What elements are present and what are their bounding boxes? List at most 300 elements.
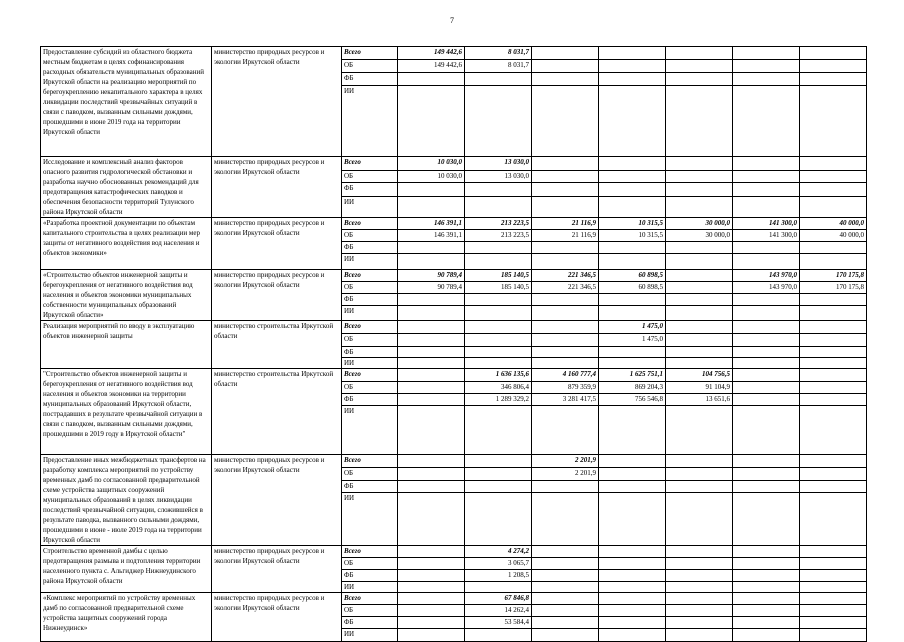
amount-cell: 10 030,0 [398, 170, 465, 183]
amount-cell [666, 358, 733, 369]
amount-cell [800, 306, 867, 321]
amount-cell: 170 175,8 [800, 282, 867, 294]
amount-cell [599, 196, 666, 217]
amount-cell [599, 570, 666, 582]
table-row [41, 47, 867, 60]
amount-cell [733, 558, 800, 570]
amount-cell [800, 570, 867, 582]
amount-cell [532, 546, 599, 558]
amount-cell [666, 406, 733, 455]
amount-cell [800, 47, 867, 60]
amount-cell [666, 157, 733, 171]
amount-cell [800, 242, 867, 254]
amount-cell [733, 394, 800, 406]
amount-cell [599, 347, 666, 358]
amount-cell: 90 789,4 [398, 282, 465, 294]
amount-cell [398, 455, 465, 468]
amount-cell: 346 806,4 [465, 382, 532, 394]
amount-cell [666, 60, 733, 73]
amount-cell [465, 493, 532, 546]
amount-cell: 10 315,5 [599, 218, 666, 230]
amount-cell: 4 274,2 [465, 546, 532, 558]
amount-cell [733, 382, 800, 394]
amount-cell [532, 493, 599, 546]
amount-cell [532, 558, 599, 570]
amount-cell [532, 406, 599, 455]
amount-cell [465, 196, 532, 217]
amount-cell: 104 756,5 [666, 369, 733, 382]
amount-cell [599, 455, 666, 468]
funding-source: ОБ [342, 558, 398, 570]
amount-cell: 90 789,4 [398, 270, 465, 282]
amount-cell [666, 605, 733, 617]
amount-cell [666, 86, 733, 157]
amount-cell [666, 321, 733, 334]
amount-cell [532, 294, 599, 306]
amount-cell [599, 254, 666, 270]
funding-source: ИИ [342, 629, 398, 642]
amount-cell [666, 183, 733, 197]
funding-source: ИИ [342, 358, 398, 369]
amount-cell: 143 970,0 [733, 282, 800, 294]
amount-cell [465, 406, 532, 455]
funding-source: Всего [342, 546, 398, 558]
amount-cell: 14 262,4 [465, 605, 532, 617]
amount-cell: 213 223,5 [465, 218, 532, 230]
measure-description: Исследование и комплексный анализ факторов опасного развития гидрологической обстановки и разработка научно обоснованных рекомендаций для предотвращения катастрофических паводков и обеспечения безопасности территорий Тулунского района Иркутской области [41, 157, 212, 218]
funding-source: Всего [342, 455, 398, 468]
amount-cell [465, 183, 532, 197]
amount-cell [532, 321, 599, 334]
amount-cell [599, 47, 666, 60]
amount-cell [599, 546, 666, 558]
amount-cell: 3 065,7 [465, 558, 532, 570]
amount-cell [398, 183, 465, 197]
amount-cell: 21 116,9 [532, 230, 599, 242]
amount-cell: 30 000,0 [666, 218, 733, 230]
amount-cell [398, 382, 465, 394]
amount-cell [666, 242, 733, 254]
amount-cell: 143 970,0 [733, 270, 800, 282]
amount-cell [666, 270, 733, 282]
funding-source: ФБ [342, 347, 398, 358]
amount-cell [733, 334, 800, 347]
measure-description: Строительство временной дамбы с целью предотвращения размыва и подтопления территории населенного пункта с. Альгиджер Нижнеудинского района Иркутской области [41, 546, 212, 593]
amount-cell [465, 294, 532, 306]
funding-source: ИИ [342, 196, 398, 217]
measure-description: Предоставление иных межбюджетных трансфертов на разработку комплекса мероприятий по устройству временных дамб по согласованной предварительной схеме устройства защитных сооружений муниципальных образований в целях ликвидации последствий чрезвычайной ситуации, сложившейся в результате паводка, вызванного сильными дождями, прошедшими в июне - июле 2019 года на территории Иркутской области [41, 455, 212, 546]
amount-cell [532, 334, 599, 347]
measure-description: «Строительство объектов инженерной защиты и берегоукрепления от негативного воздействия вод населения и объектов экономики муниципальных собственности муниципальных образований Иркутской области» [41, 270, 212, 321]
amount-cell [398, 306, 465, 321]
amount-cell [800, 406, 867, 455]
amount-cell [532, 242, 599, 254]
amount-cell [465, 306, 532, 321]
amount-cell [599, 493, 666, 546]
amount-cell [532, 306, 599, 321]
amount-cell [465, 480, 532, 492]
amount-cell [733, 321, 800, 334]
amount-cell: 4 160 777,4 [532, 369, 599, 382]
amount-cell: 53 584,4 [465, 617, 532, 629]
amount-cell: 30 000,0 [666, 230, 733, 242]
amount-cell [800, 321, 867, 334]
amount-cell [599, 306, 666, 321]
budget-table [40, 46, 867, 642]
amount-cell [465, 358, 532, 369]
responsible-organization: министерство строительства Иркутской области [212, 369, 342, 455]
amount-cell: 2 201,9 [532, 468, 599, 480]
amount-cell [800, 493, 867, 546]
amount-cell: 149 442,6 [398, 47, 465, 60]
table-row [41, 593, 867, 605]
amount-cell [398, 86, 465, 157]
funding-source: Всего [342, 593, 398, 605]
amount-cell [465, 334, 532, 347]
amount-cell [666, 170, 733, 183]
amount-cell [800, 468, 867, 480]
funding-source: ФБ [342, 73, 398, 86]
amount-cell [666, 570, 733, 582]
amount-cell [599, 558, 666, 570]
amount-cell [733, 196, 800, 217]
amount-cell [599, 468, 666, 480]
amount-cell [733, 86, 800, 157]
amount-cell [733, 570, 800, 582]
amount-cell: 40 000,0 [800, 218, 867, 230]
funding-source: ОБ [342, 282, 398, 294]
amount-cell: 185 140,5 [465, 270, 532, 282]
amount-cell [800, 480, 867, 492]
amount-cell [800, 582, 867, 593]
responsible-organization: министерство природных ресурсов и экологии Иркутской области [212, 218, 342, 270]
amount-cell [733, 493, 800, 546]
amount-cell [532, 605, 599, 617]
amount-cell: 1 475,0 [599, 321, 666, 334]
amount-cell: 756 546,8 [599, 394, 666, 406]
amount-cell [800, 334, 867, 347]
funding-source: ОБ [342, 60, 398, 73]
amount-cell [666, 558, 733, 570]
measure-description: «Комплекс мероприятий по устройству временных дамб по согласованной предварительной схеме устройства защитных сооружений города Нижнеудинск» [41, 593, 212, 642]
responsible-organization: министерство строительства Иркутской области [212, 321, 342, 369]
amount-cell: 141 300,0 [733, 218, 800, 230]
funding-source: ОБ [342, 605, 398, 617]
amount-cell [532, 157, 599, 171]
amount-cell [532, 47, 599, 60]
amount-cell [532, 170, 599, 183]
amount-cell [398, 369, 465, 382]
amount-cell: 13 651,6 [666, 394, 733, 406]
amount-cell [398, 347, 465, 358]
table-row [41, 270, 867, 282]
amount-cell [465, 347, 532, 358]
amount-cell [733, 157, 800, 171]
amount-cell [800, 617, 867, 629]
amount-cell [733, 455, 800, 468]
funding-source: Всего [342, 270, 398, 282]
amount-cell [398, 605, 465, 617]
funding-source: ФБ [342, 394, 398, 406]
funding-source: ФБ [342, 242, 398, 254]
amount-cell [599, 183, 666, 197]
amount-cell [733, 546, 800, 558]
amount-cell: 146 391,1 [398, 218, 465, 230]
amount-cell [599, 170, 666, 183]
amount-cell [599, 86, 666, 157]
table-row [41, 455, 867, 468]
amount-cell [733, 170, 800, 183]
funding-source: Всего [342, 218, 398, 230]
amount-cell [532, 86, 599, 157]
amount-cell [398, 480, 465, 492]
amount-cell [800, 86, 867, 157]
amount-cell [532, 582, 599, 593]
responsible-organization: министерство природных ресурсов и экологии Иркутской области [212, 593, 342, 642]
amount-cell: 221 346,5 [532, 282, 599, 294]
amount-cell [398, 196, 465, 217]
amount-cell: 10 315,5 [599, 230, 666, 242]
amount-cell [666, 347, 733, 358]
amount-cell: 1 625 751,1 [599, 369, 666, 382]
amount-cell [733, 593, 800, 605]
amount-cell [733, 369, 800, 382]
table-row [41, 546, 867, 558]
amount-cell [599, 60, 666, 73]
amount-cell [599, 358, 666, 369]
amount-cell [800, 605, 867, 617]
amount-cell [800, 546, 867, 558]
amount-cell [800, 382, 867, 394]
amount-cell [666, 582, 733, 593]
amount-cell [599, 617, 666, 629]
amount-cell [733, 60, 800, 73]
amount-cell [733, 406, 800, 455]
amount-cell [398, 394, 465, 406]
funding-source: ФБ [342, 183, 398, 197]
amount-cell [532, 358, 599, 369]
amount-cell [666, 468, 733, 480]
amount-cell [666, 196, 733, 217]
amount-cell [465, 582, 532, 593]
amount-cell [465, 73, 532, 86]
table-row [41, 321, 867, 334]
amount-cell [532, 593, 599, 605]
amount-cell [666, 480, 733, 492]
amount-cell [800, 558, 867, 570]
amount-cell [599, 605, 666, 617]
amount-cell [733, 242, 800, 254]
amount-cell [733, 73, 800, 86]
amount-cell: 10 030,0 [398, 157, 465, 171]
amount-cell [465, 468, 532, 480]
amount-cell [733, 480, 800, 492]
amount-cell [733, 183, 800, 197]
amount-cell [666, 546, 733, 558]
amount-cell [800, 358, 867, 369]
funding-source: ИИ [342, 582, 398, 593]
amount-cell [532, 254, 599, 270]
amount-cell [532, 570, 599, 582]
amount-cell: 1 289 329,2 [465, 394, 532, 406]
amount-cell [398, 593, 465, 605]
amount-cell [398, 254, 465, 270]
funding-source: ИИ [342, 306, 398, 321]
amount-cell [398, 73, 465, 86]
amount-cell: 8 031,7 [465, 60, 532, 73]
table-row [41, 369, 867, 382]
measure-description: "Строительство объектов инженерной защиты и берегоукрепления от негативного воздействия вод населения и объектов экономики на территории муниципальных образований Иркутской области, пострадавших в результате чрезвычайной ситуации в связи с паводком, вызванным сильными дождями, прошедшими в 2019 году в Иркутской области" [41, 369, 212, 455]
funding-source: ОБ [342, 468, 398, 480]
amount-cell [599, 157, 666, 171]
funding-source: Всего [342, 369, 398, 382]
measure-description: Реализация мероприятий по вводу в эксплуатацию объектов инженерной защиты [41, 321, 212, 369]
amount-cell [666, 493, 733, 546]
amount-cell: 21 116,9 [532, 218, 599, 230]
amount-cell [666, 617, 733, 629]
amount-cell: 185 140,5 [465, 282, 532, 294]
amount-cell [666, 73, 733, 86]
amount-cell: 213 223,5 [465, 230, 532, 242]
amount-cell [800, 369, 867, 382]
amount-cell [733, 468, 800, 480]
amount-cell [666, 593, 733, 605]
table-row [41, 218, 867, 230]
amount-cell [398, 582, 465, 593]
amount-cell [599, 582, 666, 593]
amount-cell [398, 321, 465, 334]
amount-cell: 13 030,0 [465, 170, 532, 183]
amount-cell [666, 282, 733, 294]
amount-cell [800, 73, 867, 86]
amount-cell: 67 846,8 [465, 593, 532, 605]
amount-cell: 40 000,0 [800, 230, 867, 242]
amount-cell [398, 242, 465, 254]
amount-cell [599, 73, 666, 86]
measure-description: «Разработка проектной документации по объектам капитального строительства в целях реализации мер защиты от негативного воздействия вод населения и объектов экономики» [41, 218, 212, 270]
amount-cell [733, 582, 800, 593]
amount-cell [733, 306, 800, 321]
amount-cell [465, 254, 532, 270]
amount-cell: 1 636 135,6 [465, 369, 532, 382]
amount-cell [398, 468, 465, 480]
amount-cell [800, 170, 867, 183]
amount-cell [398, 294, 465, 306]
amount-cell [733, 358, 800, 369]
amount-cell: 1 475,0 [599, 334, 666, 347]
amount-cell [465, 86, 532, 157]
funding-source: ФБ [342, 617, 398, 629]
responsible-organization: министерство природных ресурсов и экологии Иркутской области [212, 270, 342, 321]
amount-cell [733, 47, 800, 60]
amount-cell [666, 294, 733, 306]
responsible-organization: министерство природных ресурсов и экологии Иркутской области [212, 157, 342, 218]
amount-cell [800, 455, 867, 468]
amount-cell: 91 104,9 [666, 382, 733, 394]
amount-cell [800, 394, 867, 406]
amount-cell [398, 558, 465, 570]
amount-cell: 879 359,9 [532, 382, 599, 394]
amount-cell: 221 346,5 [532, 270, 599, 282]
funding-source: ФБ [342, 570, 398, 582]
amount-cell [398, 493, 465, 546]
amount-cell: 60 898,5 [599, 282, 666, 294]
amount-cell [465, 242, 532, 254]
amount-cell [599, 242, 666, 254]
amount-cell [733, 605, 800, 617]
amount-cell [532, 73, 599, 86]
amount-cell [398, 617, 465, 629]
amount-cell [666, 455, 733, 468]
amount-cell: 3 281 417,5 [532, 394, 599, 406]
funding-source: ОБ [342, 230, 398, 242]
amount-cell [532, 183, 599, 197]
amount-cell [532, 60, 599, 73]
amount-cell: 149 442,6 [398, 60, 465, 73]
responsible-organization: министерство природных ресурсов и экологии Иркутской области [212, 47, 342, 157]
amount-cell: 13 030,0 [465, 157, 532, 171]
funding-source: ОБ [342, 382, 398, 394]
amount-cell [733, 294, 800, 306]
amount-cell [398, 358, 465, 369]
table-row [41, 157, 867, 171]
responsible-organization: министерство природных ресурсов и экологии Иркутской области [212, 546, 342, 593]
funding-source: ИИ [342, 86, 398, 157]
amount-cell [666, 334, 733, 347]
funding-source: Всего [342, 47, 398, 60]
amount-cell [465, 321, 532, 334]
funding-source: ФБ [342, 294, 398, 306]
amount-cell [532, 196, 599, 217]
funding-source: ИИ [342, 254, 398, 270]
funding-source: ИИ [342, 493, 398, 546]
amount-cell: 60 898,5 [599, 270, 666, 282]
amount-cell: 8 031,7 [465, 47, 532, 60]
amount-cell [733, 617, 800, 629]
amount-cell: 141 300,0 [733, 230, 800, 242]
amount-cell [800, 196, 867, 217]
amount-cell [599, 294, 666, 306]
amount-cell: 146 391,1 [398, 230, 465, 242]
amount-cell [398, 334, 465, 347]
amount-cell: 170 175,8 [800, 270, 867, 282]
amount-cell [599, 593, 666, 605]
amount-cell [800, 254, 867, 270]
amount-cell [398, 570, 465, 582]
responsible-organization: министерство природных ресурсов и экологии Иркутской области [212, 455, 342, 546]
amount-cell [532, 480, 599, 492]
funding-source: ИИ [342, 406, 398, 455]
amount-cell [666, 306, 733, 321]
measure-description: Предоставление субсидий из областного бюджета местным бюджетам в целях софинансирования расходных обязательств муниципальных образований Иркутской области на реализацию мероприятий по берегоукреплению некапитального характера в целях ликвидации последствий чрезвычайных ситуаций в связи с паводком, вызванным сильными дождями, прошедшими в июне 2019 года на территории Иркутской области [41, 47, 212, 157]
amount-cell [800, 347, 867, 358]
page-number: 7 [450, 16, 454, 25]
funding-source: ОБ [342, 170, 398, 183]
funding-source: ОБ [342, 334, 398, 347]
amount-cell [599, 480, 666, 492]
amount-cell [666, 254, 733, 270]
amount-cell [398, 546, 465, 558]
amount-cell [733, 347, 800, 358]
amount-cell [800, 60, 867, 73]
amount-cell [800, 593, 867, 605]
amount-cell [733, 254, 800, 270]
funding-source: Всего [342, 321, 398, 334]
funding-source: ФБ [342, 480, 398, 492]
amount-cell [532, 347, 599, 358]
amount-cell [800, 294, 867, 306]
amount-cell [800, 183, 867, 197]
